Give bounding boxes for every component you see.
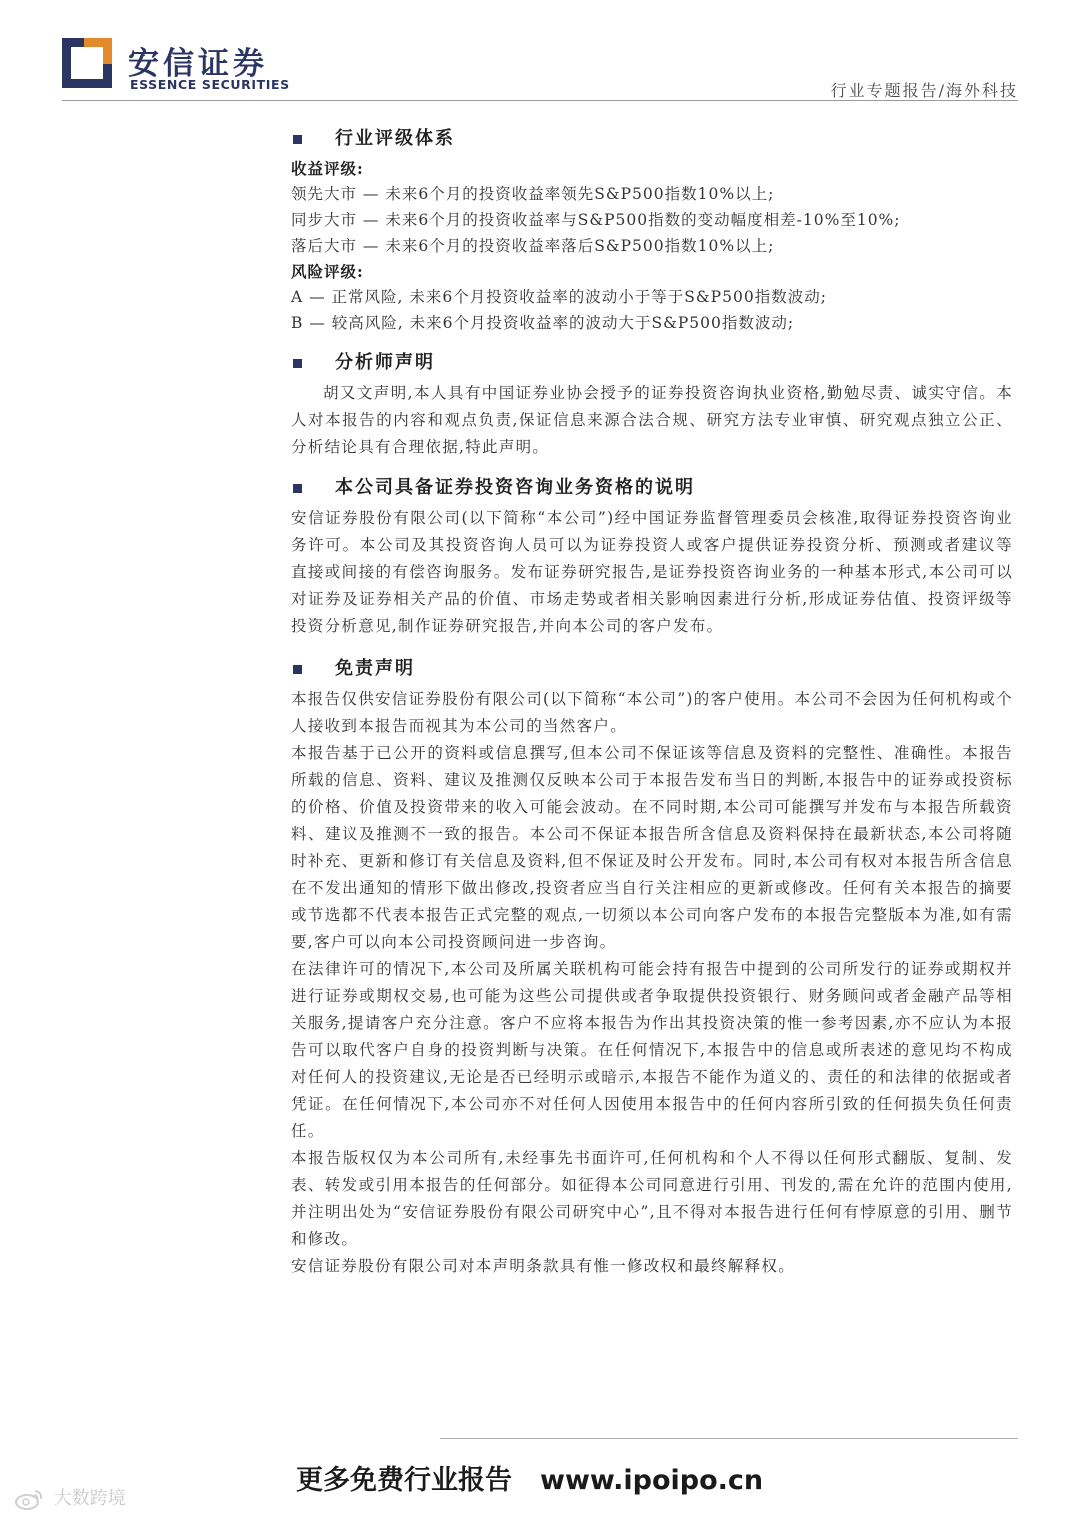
- header-divider: [62, 100, 1018, 101]
- footer-divider: [440, 1438, 1018, 1439]
- footer-promo-text: 更多免费行业报告: [296, 1465, 512, 1496]
- watermark-text: 大数跨境: [53, 1488, 126, 1509]
- footer-promo: [296, 1458, 763, 1497]
- weibo-icon: [14, 1488, 44, 1510]
- disclaimer-paragraph: 本报告版权仅为本公司所有,未经事先书面许可,任何机构和个人不得以任何形式翻版、复制、发表、转发或引用本报告的任何部分。如征得本公司同意进行引用、刊发的,需在允许的范围内使用,并注明出处为“安信证券股份有限公司研究中心”,且不得对本报告进行任何有悖原意的引用、删节和修改。: [291, 1149, 1013, 1248]
- footer-url-link[interactable]: www.ipoipo.cn: [540, 1465, 764, 1496]
- square-bullet-icon: [293, 135, 302, 144]
- main-content: [291, 122, 1013, 1280]
- logo-icon: [62, 38, 112, 88]
- disclaimer-paragraph: 在法律许可的情况下,本公司及所属关联机构可能会持有报告中提到的公司所发行的证券或期权并进行证券或期权交易,也可能为这些公司提供或者争取提供投资银行、财务顾问或者金融产品等相关服务,提请客户充分注意。客户不应将本报告为作出其投资决策的惟一参考因素,亦不应认为本报告可以取代客户自身的投资判断与决策。在任何情况下,本报告中的信息或所表述的意见均不构成对任何人的投资建议,无论是否已经明示或暗示,本报告不能作为道义的、责任的和法律的依据或者凭证。在任何情况下,本公司亦不对任何人因使用本报告中的任何内容所引致的任何损失负任何责任。: [291, 960, 1013, 1140]
- company-name-en: ESSENCE SECURITIES: [130, 77, 290, 92]
- disclaimer-paragraph: 安信证券股份有限公司对本声明条款具有惟一修改权和最终解释权。: [291, 1257, 796, 1275]
- disclaimer-paragraph: 本报告仅供安信证券股份有限公司(以下简称“本公司”)的客户使用。本公司不会因为任何机构或个人接收到本报告而视其为本公司的当然客户。: [291, 690, 1013, 735]
- rating-item: 落后大市 — 未来6个月的投资收益率落后S&P500指数10%以上;: [291, 237, 775, 255]
- report-category: 行业专题报告/海外科技: [830, 81, 1018, 100]
- section-title-qualification: 本公司具备证券投资咨询业务资格的说明: [291, 471, 1013, 505]
- section-title-analyst: 分析师声明: [291, 346, 1013, 380]
- section-title-rating-system: 行业评级体系: [291, 122, 1013, 156]
- section-title-disclaimer: 免责声明: [291, 652, 1013, 686]
- square-bullet-icon: [293, 665, 302, 674]
- rating-item: 领先大市 — 未来6个月的投资收益率领先S&P500指数10%以上;: [291, 185, 775, 203]
- square-bullet-icon: [293, 484, 302, 493]
- return-rating-label: 收益评级:: [291, 159, 364, 178]
- risk-item: B — 较高风险, 未来6个月投资收益率的波动大于S&P500指数波动;: [291, 314, 795, 332]
- square-bullet-icon: [293, 359, 302, 368]
- company-name-cn: 安信证券: [128, 46, 268, 82]
- rating-item: 同步大市 — 未来6个月的投资收益率与S&P500指数的变动幅度相差-10%至10%;: [291, 211, 901, 229]
- page-header: [0, 0, 1080, 110]
- analyst-statement: 胡又文声明,本人具有中国证券业协会授予的证券投资咨询执业资格,勤勉尽责、诚实守信。本人对本报告的内容和观点负责,保证信息来源合法合规、研究方法专业审慎、研究观点独立公正、分析结论具有合理依据,特此声明。: [291, 384, 1013, 456]
- risk-item: A — 正常风险, 未来6个月投资收益率的波动小于等于S&P500指数波动;: [291, 288, 827, 306]
- disclaimer-paragraph: 本报告基于已公开的资料或信息撰写,但本公司不保证该等信息及资料的完整性、准确性。本报告所载的信息、资料、建议及推测仅反映本公司于本报告发布当日的判断,本报告中的证券或投资标的价格、价值及投资带来的收入可能会波动。在不同时期,本公司可能撰写并发布与本报告所载资料、建议及推测不一致的报告。本公司不保证本报告所含信息及资料保持在最新状态,本公司将随时补充、更新和修订有关信息及资料,但不保证及时公开发布。同时,本公司有权对本报告所含信息在不发出通知的情形下做出修改,投资者应当自行关注相应的更新或修改。任何有关本报告的摘要或节选都不代表本报告正式完整的观点,一切须以本公司向客户发布的本报告完整版本为准,如有需要,客户可以向本公司投资顾问进一步咨询。: [291, 744, 1013, 951]
- qualification-text: 安信证券股份有限公司(以下简称“本公司”)经中国证券监督管理委员会核准,取得证券投资咨询业务许可。本公司及其投资咨询人员可以为证券投资人或客户提供证券投资分析、预测或者建议等直接或间接的有偿咨询服务。发布证券研究报告,是证券投资咨询业务的一种基本形式,本公司可以对证券及证券相关产品的价值、市场走势或者相关影响因素进行分析,形成证券估值、投资评级等投资分析意见,制作证券研究报告,并向本公司的客户发布。: [291, 509, 1013, 635]
- risk-rating-label: 风险评级:: [291, 262, 364, 281]
- watermark: [14, 1484, 126, 1510]
